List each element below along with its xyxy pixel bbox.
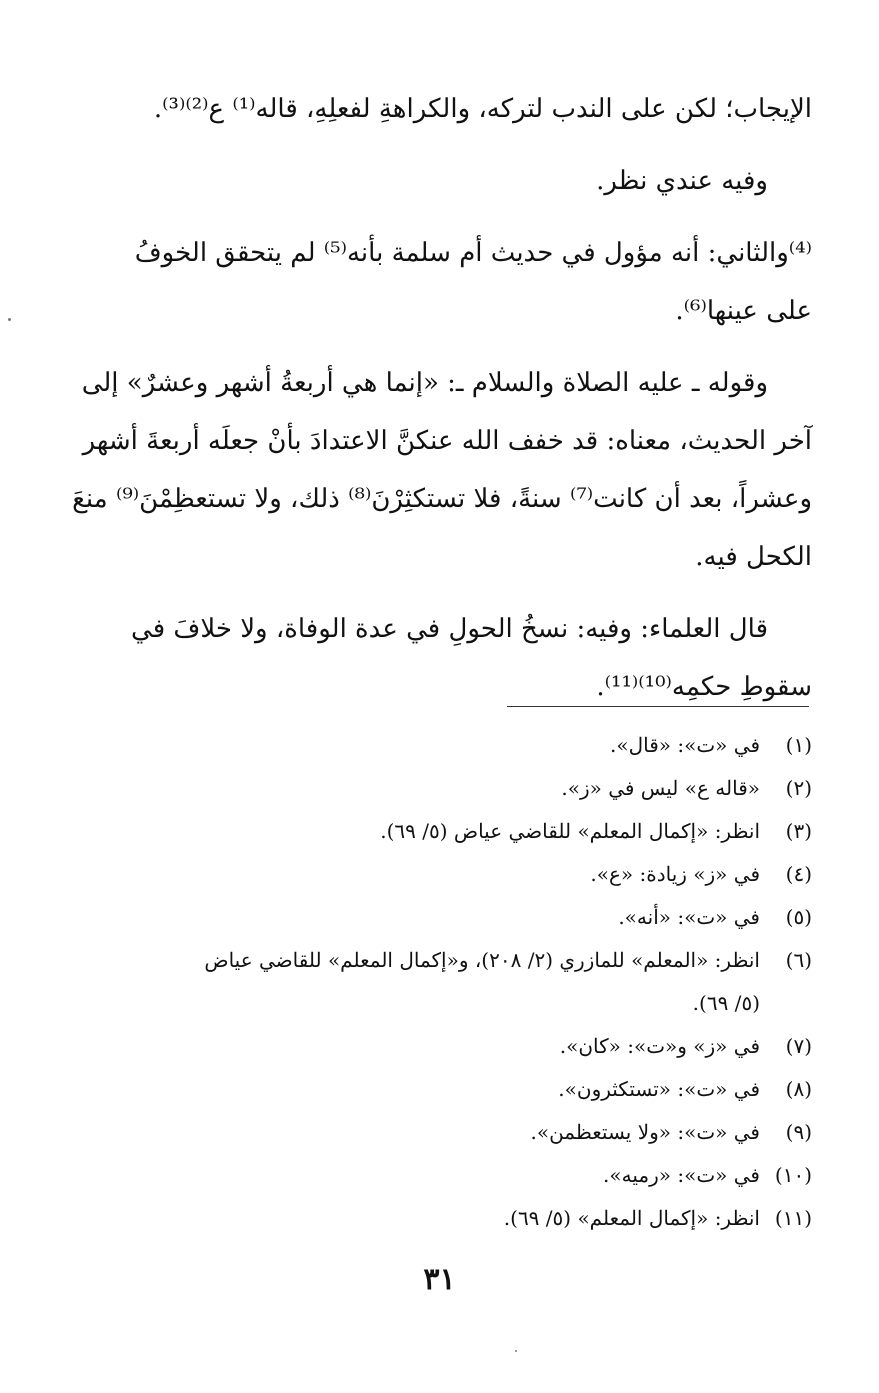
- footnote: [82, 1197, 812, 1240]
- footnote-text: في «ز» و«ت»: «كان».: [559, 1034, 760, 1058]
- footnote-number: (١١): [774, 1206, 812, 1230]
- footnote-number: (٨): [785, 1077, 812, 1101]
- text-line: وعشراً، بعد أن كانت⁽⁷⁾ سنةً، فلا تستكثِرْنَ⁽⁸⁾ ذلك، ولا تستعظِمْنَ⁽⁹⁾ منعَ: [72, 484, 812, 514]
- footnote-number: (٧): [785, 1034, 812, 1058]
- footnote-text: في «ت»: «تستكثرون».: [558, 1077, 760, 1101]
- footnote-separator: [507, 706, 809, 707]
- footnotes: [82, 724, 812, 1240]
- footnote-text: في «ز» زيادة: «ع».: [590, 862, 760, 886]
- paragraph: [72, 354, 812, 586]
- footnote: [82, 896, 812, 939]
- text-line: قال العلماء: وفيه: نسخُ الحولِ في عدة الوفاة، ولا خلافَ في: [131, 614, 768, 644]
- text-line: ⁽⁴⁾والثاني: أنه مؤول في حديث أم سلمة بأنه⁽⁵⁾ لم يتحقق الخوفُ: [134, 238, 812, 268]
- footnote: [82, 939, 812, 1025]
- text-line: الكحل فيه.: [695, 542, 812, 572]
- text-line: سقوطِ حكمِه⁽¹⁰⁾⁽¹¹⁾.: [596, 672, 812, 702]
- footnote: [82, 1068, 812, 1111]
- main-text: [72, 80, 812, 730]
- footnote: [82, 767, 812, 810]
- paragraph: [82, 152, 812, 210]
- footnote-text: في «ت»: «أنه».: [618, 905, 760, 929]
- footnote: [82, 1154, 812, 1197]
- footnote-line: (٥/ ٦٩).: [692, 991, 760, 1015]
- footnote: [82, 853, 812, 896]
- text-line: الإيجاب؛ لكن على الندب لتركه، والكراهةِ لفعلِهِ، قاله⁽¹⁾ ع⁽²⁾⁽³⁾.: [153, 94, 812, 124]
- scan-speck: [515, 1350, 517, 1352]
- footnote: [82, 1111, 812, 1154]
- footnote-text: في «ت»: «قال».: [610, 733, 760, 757]
- footnote-number: (٢): [785, 776, 812, 800]
- paragraph: [82, 224, 812, 340]
- footnote-text: في «ت»: «ولا يستعظمن».: [530, 1120, 760, 1144]
- footnote-line: انظر: «المعلم» للمازري (٢/ ٢٠٨)، و«إكمال المعلم» للقاضي عياض: [204, 948, 760, 972]
- text-line: وفيه عندي نظر.: [596, 166, 768, 196]
- footnote-number: (٩): [785, 1120, 812, 1144]
- footnote-text: «قاله ع» ليس في «ز».: [561, 776, 760, 800]
- page-number: ٣١: [423, 1262, 456, 1297]
- text-line: آخر الحديث، معناه: قد خفف الله عنكنَّ الاعتدادَ بأنْ جعلَه أربعةَ أشهر: [82, 426, 812, 456]
- footnote-number: (١): [785, 733, 812, 757]
- footnote: [82, 810, 812, 853]
- footnote-text: [82, 939, 760, 1025]
- footnote-text: في «ت»: «رميه».: [603, 1163, 760, 1187]
- footnote: [82, 724, 812, 767]
- footnote-number: (٥): [785, 905, 812, 929]
- footnote-text: انظر: «إكمال المعلم» للقاضي عياض (٥/ ٦٩).: [380, 819, 760, 843]
- footnote-number: (٦): [785, 948, 812, 972]
- text-line: وقوله ـ عليه الصلاة والسلام ـ: «إنما هي أربعةُ أشهر وعشرٌ» إلى: [81, 368, 768, 398]
- text-line: على عينها⁽⁶⁾.: [675, 296, 812, 326]
- footnote: [82, 1025, 812, 1068]
- footnote-number: (١٠): [774, 1163, 812, 1187]
- footnote-number: (٣): [785, 819, 812, 843]
- footnote-text: انظر: «إكمال المعلم» (٥/ ٦٩).: [503, 1206, 760, 1230]
- scan-speck: [8, 318, 11, 321]
- paragraph: [82, 80, 812, 138]
- footnote-number: (٤): [785, 862, 812, 886]
- paragraph: [82, 600, 812, 716]
